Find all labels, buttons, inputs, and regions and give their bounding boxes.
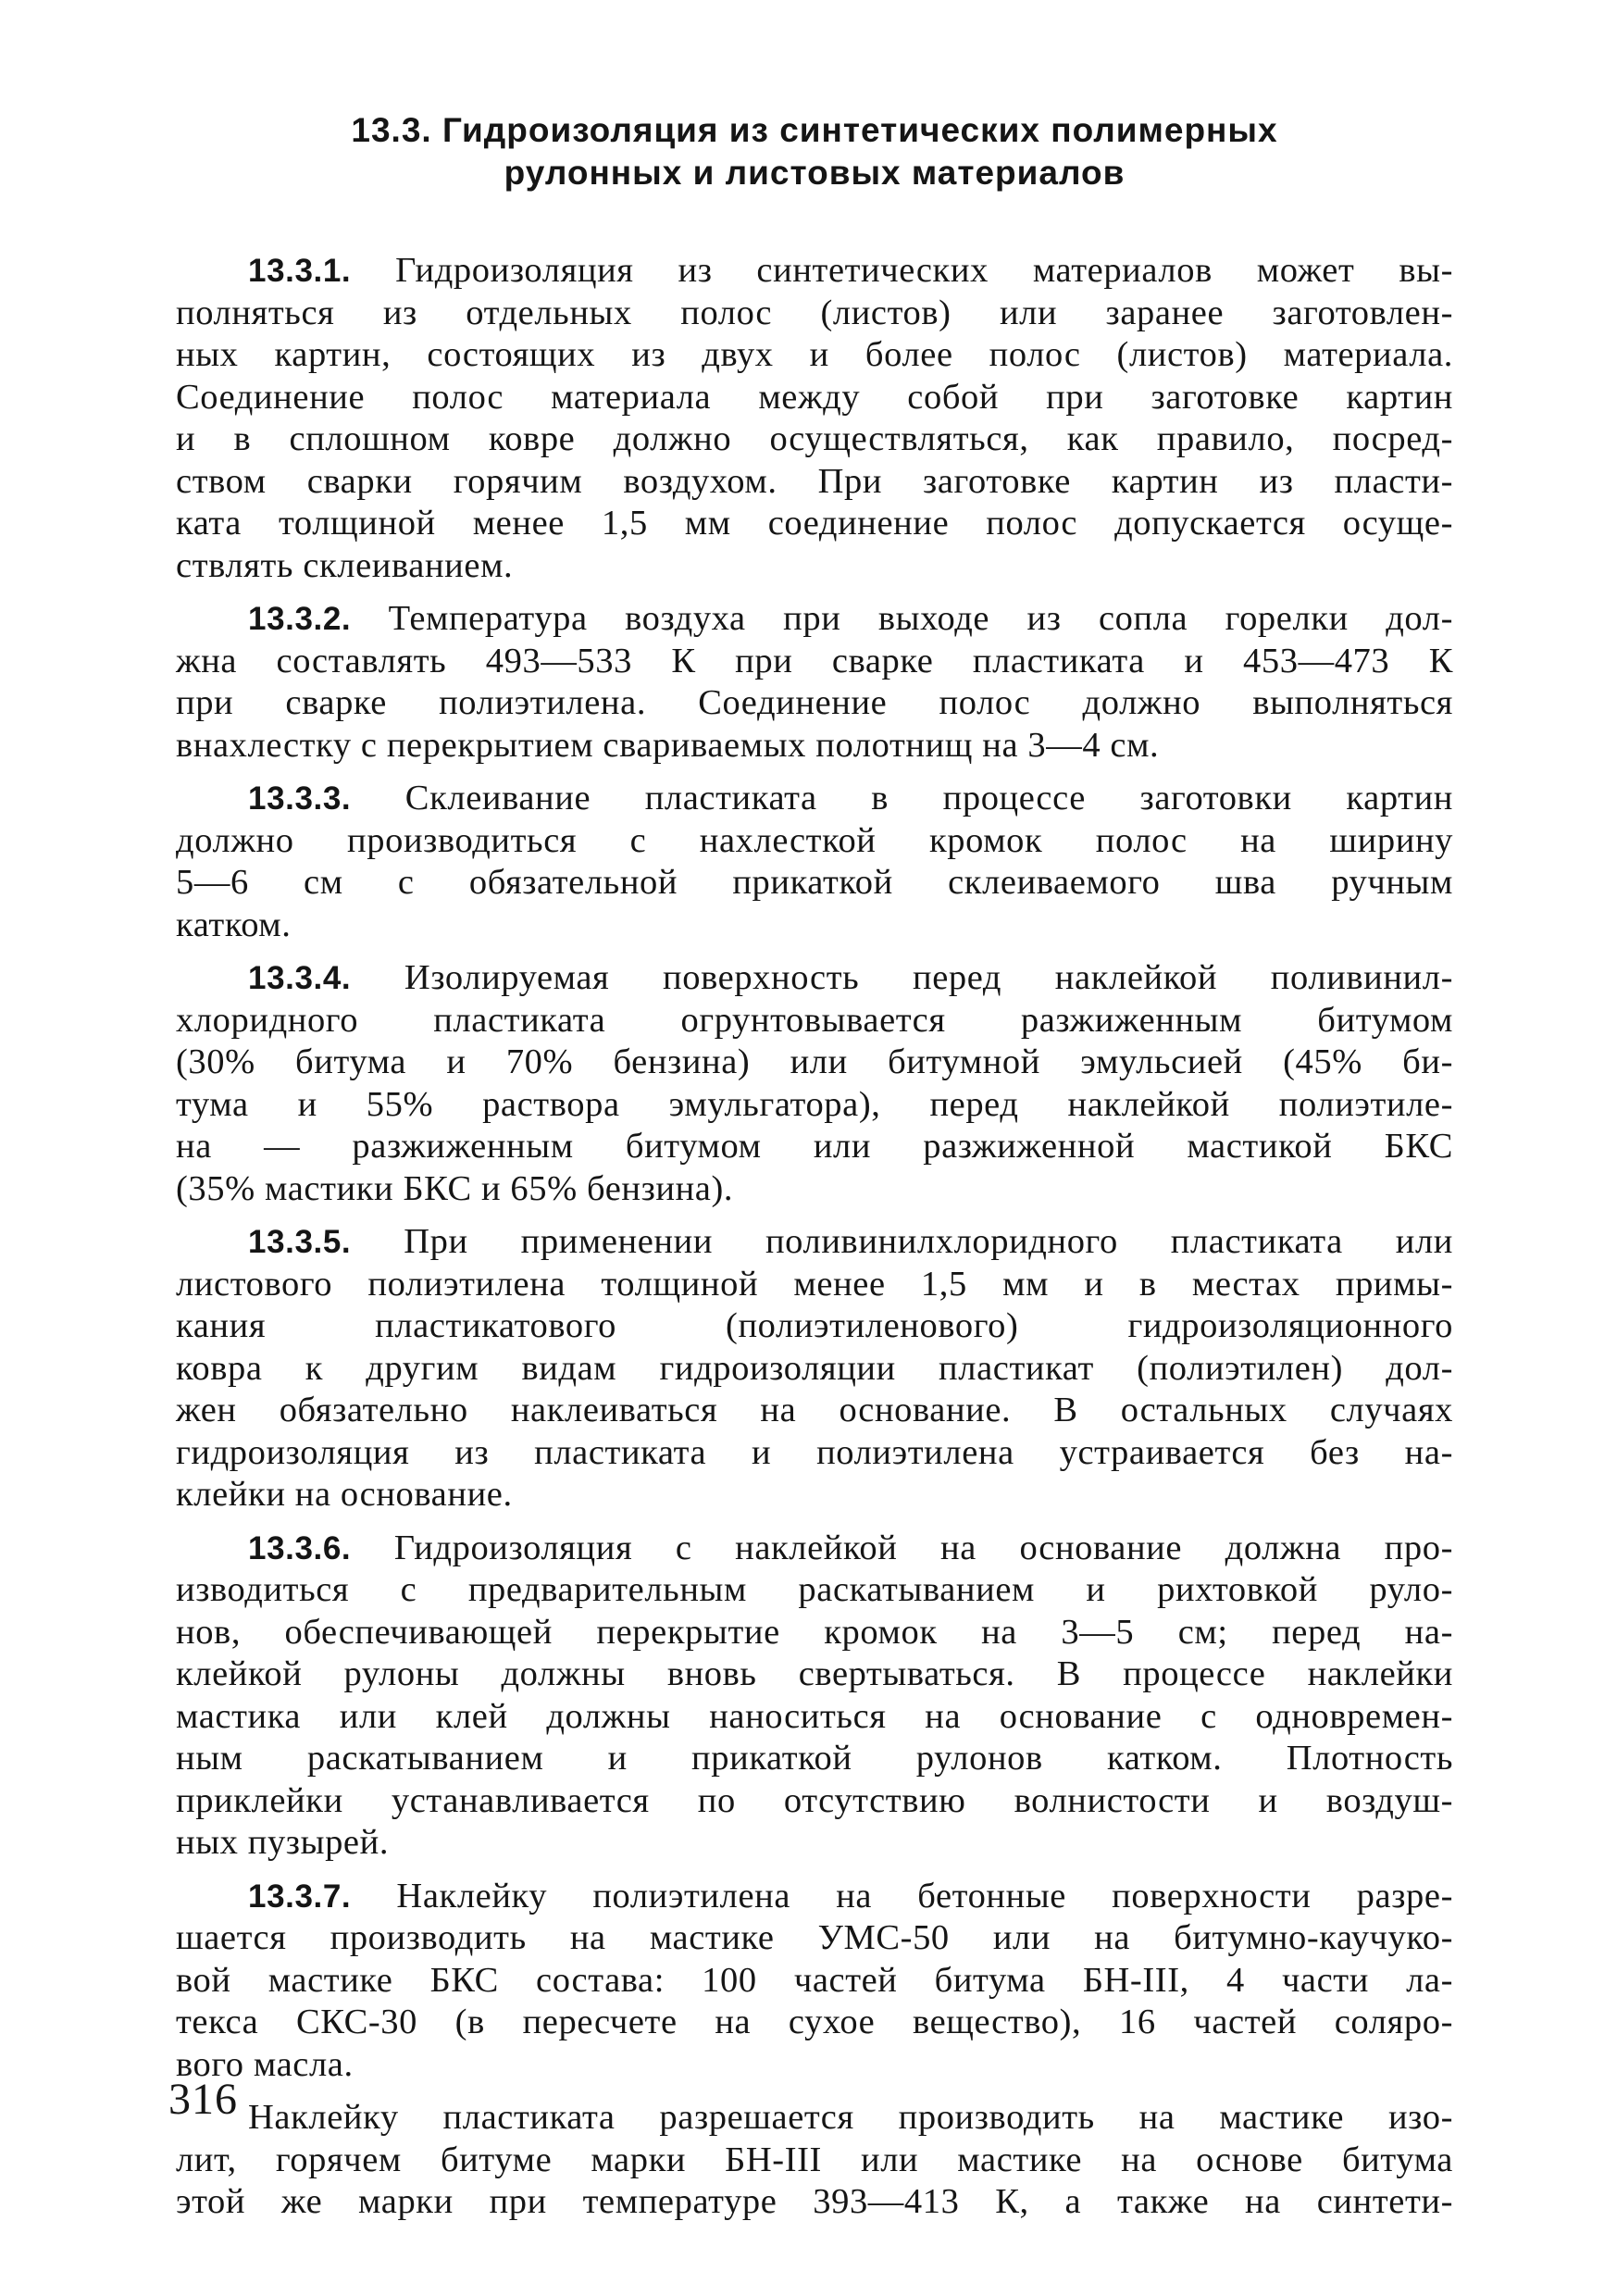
text-line [176, 725, 1453, 767]
text-line [176, 1126, 1453, 1168]
clause-number: 13.3.1. [248, 253, 352, 289]
text-line [176, 682, 1453, 725]
text-line [176, 1000, 1453, 1042]
text-line [176, 1168, 1453, 1211]
line-text: ката толщиной менее 1,5 мм соединение полос допускается осуще- [176, 504, 1453, 543]
line-text: на — разжиженным битумом или разжиженной мастикой БКС [176, 1127, 1453, 1166]
clause-number: 13.3.6. [248, 1529, 352, 1566]
line-text: Гидроизоляция из синтетических материалов может вы- [351, 251, 1453, 290]
line-text: изводиться с предварительным раскатыванием и рихтовкой руло- [176, 1570, 1453, 1609]
line-text: мастика или клей должны наноситься на основание с одновремен- [176, 1696, 1453, 1736]
text-line [176, 1221, 1453, 1264]
clause-number: 13.3.7. [248, 1878, 352, 1915]
text-line [176, 1569, 1453, 1612]
line-text: Изолируемая поверхность перед наклейкой поливинил- [351, 958, 1453, 997]
text-line [176, 2097, 1453, 2140]
paragraph [176, 2097, 1453, 2224]
line-text: 5—6 см с обязательной прикаткой склеиваемого шва ручным [176, 863, 1453, 902]
line-text: ковра к другим видам гидроизоляции пластикат (полиэтилен) дол- [176, 1348, 1453, 1388]
text-line [176, 503, 1453, 545]
paragraph [176, 957, 1453, 1210]
text-line [176, 820, 1453, 863]
paragraph [176, 1528, 1453, 1865]
text-line [176, 1305, 1453, 1348]
clause-number: 13.3.5. [248, 1224, 352, 1260]
text-line [176, 293, 1453, 335]
text-line [176, 334, 1453, 377]
line-text: (35% мастики БКС и 65% бензина). [176, 1168, 734, 1208]
line-text: жен обязательно наклеиваться на основание. В остальных случаях [176, 1391, 1453, 1429]
section-heading-line-1: 13.3. Гидроизоляция из синтетических полимерных [351, 111, 1278, 149]
text-line [176, 250, 1453, 293]
text-line [176, 1084, 1453, 1127]
body-text [176, 250, 1453, 2224]
clause-number: 13.3.2. [248, 601, 352, 637]
line-text: должно производиться с нахлесткой кромок полос на ширину [176, 820, 1453, 860]
clause-number: 13.3.3. [248, 780, 352, 817]
text-line [176, 1528, 1453, 1570]
line-text: вого масла. [176, 2044, 354, 2084]
line-text: жна составлять 493—533 К при сварке пластиката и 453—473 К [176, 641, 1453, 680]
section-heading [176, 109, 1453, 194]
text-line [176, 418, 1453, 461]
text-line [176, 2044, 1453, 2087]
text-line [176, 1780, 1453, 1823]
line-text: этой же марки при температуре 393—413 К, а также на синтети- [176, 2182, 1453, 2221]
section-heading-line-2: рулонных и листовых материалов [504, 154, 1126, 192]
line-text: полняться из отдельных полос (листов) или заранее заготовлен- [176, 293, 1453, 332]
line-text: Гидроизоляция с наклейкой на основание должна про- [351, 1528, 1453, 1567]
line-text: и в сплошном ковре должно осуществляться, как правило, посред- [176, 419, 1453, 458]
text-line [176, 1876, 1453, 1918]
text-line [176, 1474, 1453, 1516]
text-line [176, 1432, 1453, 1475]
text-line [176, 1653, 1453, 1696]
paragraph [176, 778, 1453, 946]
line-text: вой мастике БКС состава: 100 частей битума БН-III, 4 части ла- [176, 1960, 1453, 2000]
text-line [176, 1917, 1453, 1960]
line-text: текса СКС-30 (в пересчете на сухое вещество), 16 частей соляро- [176, 2003, 1453, 2041]
line-text: лит, горячем битуме марки БН-III или мастике на основе битума [176, 2140, 1453, 2179]
line-text: При применении поливинилхлоридного пластиката или [351, 1222, 1453, 1261]
line-text: внахлестку с перекрытием свариваемых полотнищ на 3—4 см. [176, 725, 1160, 765]
line-text: ствлять склеиванием. [176, 545, 514, 585]
text-line [176, 1822, 1453, 1865]
line-text: ных картин, состоящих из двух и более полос (листов) материала. [176, 335, 1453, 374]
paragraph [176, 250, 1453, 587]
clause-number: 13.3.4. [248, 960, 352, 996]
line-text: приклейки устанавливается по отсутствию волнистости и воздуш- [176, 1780, 1453, 1820]
line-text: ством сварки горячим воздухом. При заготовке картин из пласти- [176, 461, 1453, 501]
line-text: кания пластикатового (полиэтиленового) гидроизоляционного [176, 1306, 1453, 1345]
text-line [176, 461, 1453, 504]
paragraph [176, 1876, 1453, 2087]
line-text: клейки на основание. [176, 1475, 513, 1514]
line-text: катком. [176, 905, 292, 944]
line-text: ных пузырей. [176, 1823, 390, 1862]
text-line [176, 2181, 1453, 2224]
line-text: при сварке полиэтилена. Соединение полос должно выполняться [176, 683, 1453, 722]
text-line [176, 1390, 1453, 1432]
text-line [176, 905, 1453, 947]
document-page [176, 109, 1453, 2235]
page-number: 316 [168, 2075, 238, 2124]
text-line [176, 377, 1453, 419]
text-line [176, 778, 1453, 820]
line-text: Наклейку полиэтилена на бетонные поверхности разре- [351, 1876, 1453, 1915]
line-text: нов, обеспечивающей перекрытие кромок на 3—5 см; перед на- [176, 1612, 1453, 1652]
text-line [176, 1960, 1453, 2003]
line-text: клейкой рулоны должны вновь свертываться. В процессе наклейки [176, 1654, 1453, 1693]
line-text: шается производить на мастике УМС-50 или на битумно-каучуко- [176, 1918, 1453, 1957]
text-line [176, 598, 1453, 641]
line-text: Наклейку пластиката разрешается производить на мастике изо- [248, 2098, 1453, 2137]
text-line [176, 2140, 1453, 2182]
text-line [176, 2002, 1453, 2044]
line-text: (30% битума и 70% бензина) или битумной эмульсией (45% би- [176, 1042, 1453, 1081]
line-text: ным раскатыванием и прикаткой рулонов катком. Плотность [176, 1739, 1453, 1778]
text-line [176, 957, 1453, 1000]
line-text: Склеивание пластиката в процессе заготовки картин [351, 779, 1453, 817]
paragraph [176, 598, 1453, 767]
line-text: гидроизоляция из пластиката и полиэтилена устраивается без на- [176, 1432, 1453, 1472]
text-line [176, 862, 1453, 905]
line-text: тума и 55% раствора эмульгатора), перед наклейкой полиэтиле- [176, 1084, 1453, 1124]
line-text: листового полиэтилена толщиной менее 1,5 мм и в местах примы- [176, 1264, 1453, 1304]
text-line [176, 1696, 1453, 1739]
text-line [176, 1042, 1453, 1084]
paragraph [176, 1221, 1453, 1516]
text-line [176, 1612, 1453, 1654]
line-text: Температура воздуха при выходе из сопла горелки дол- [351, 599, 1453, 638]
text-line [176, 1738, 1453, 1780]
text-line [176, 545, 1453, 588]
text-line [176, 1348, 1453, 1391]
line-text: Соединение полос материала между собой при заготовке картин [176, 377, 1453, 417]
text-line [176, 641, 1453, 683]
text-line [176, 1264, 1453, 1306]
line-text: хлоридного пластиката огрунтовывается разжиженным битумом [176, 1000, 1453, 1040]
